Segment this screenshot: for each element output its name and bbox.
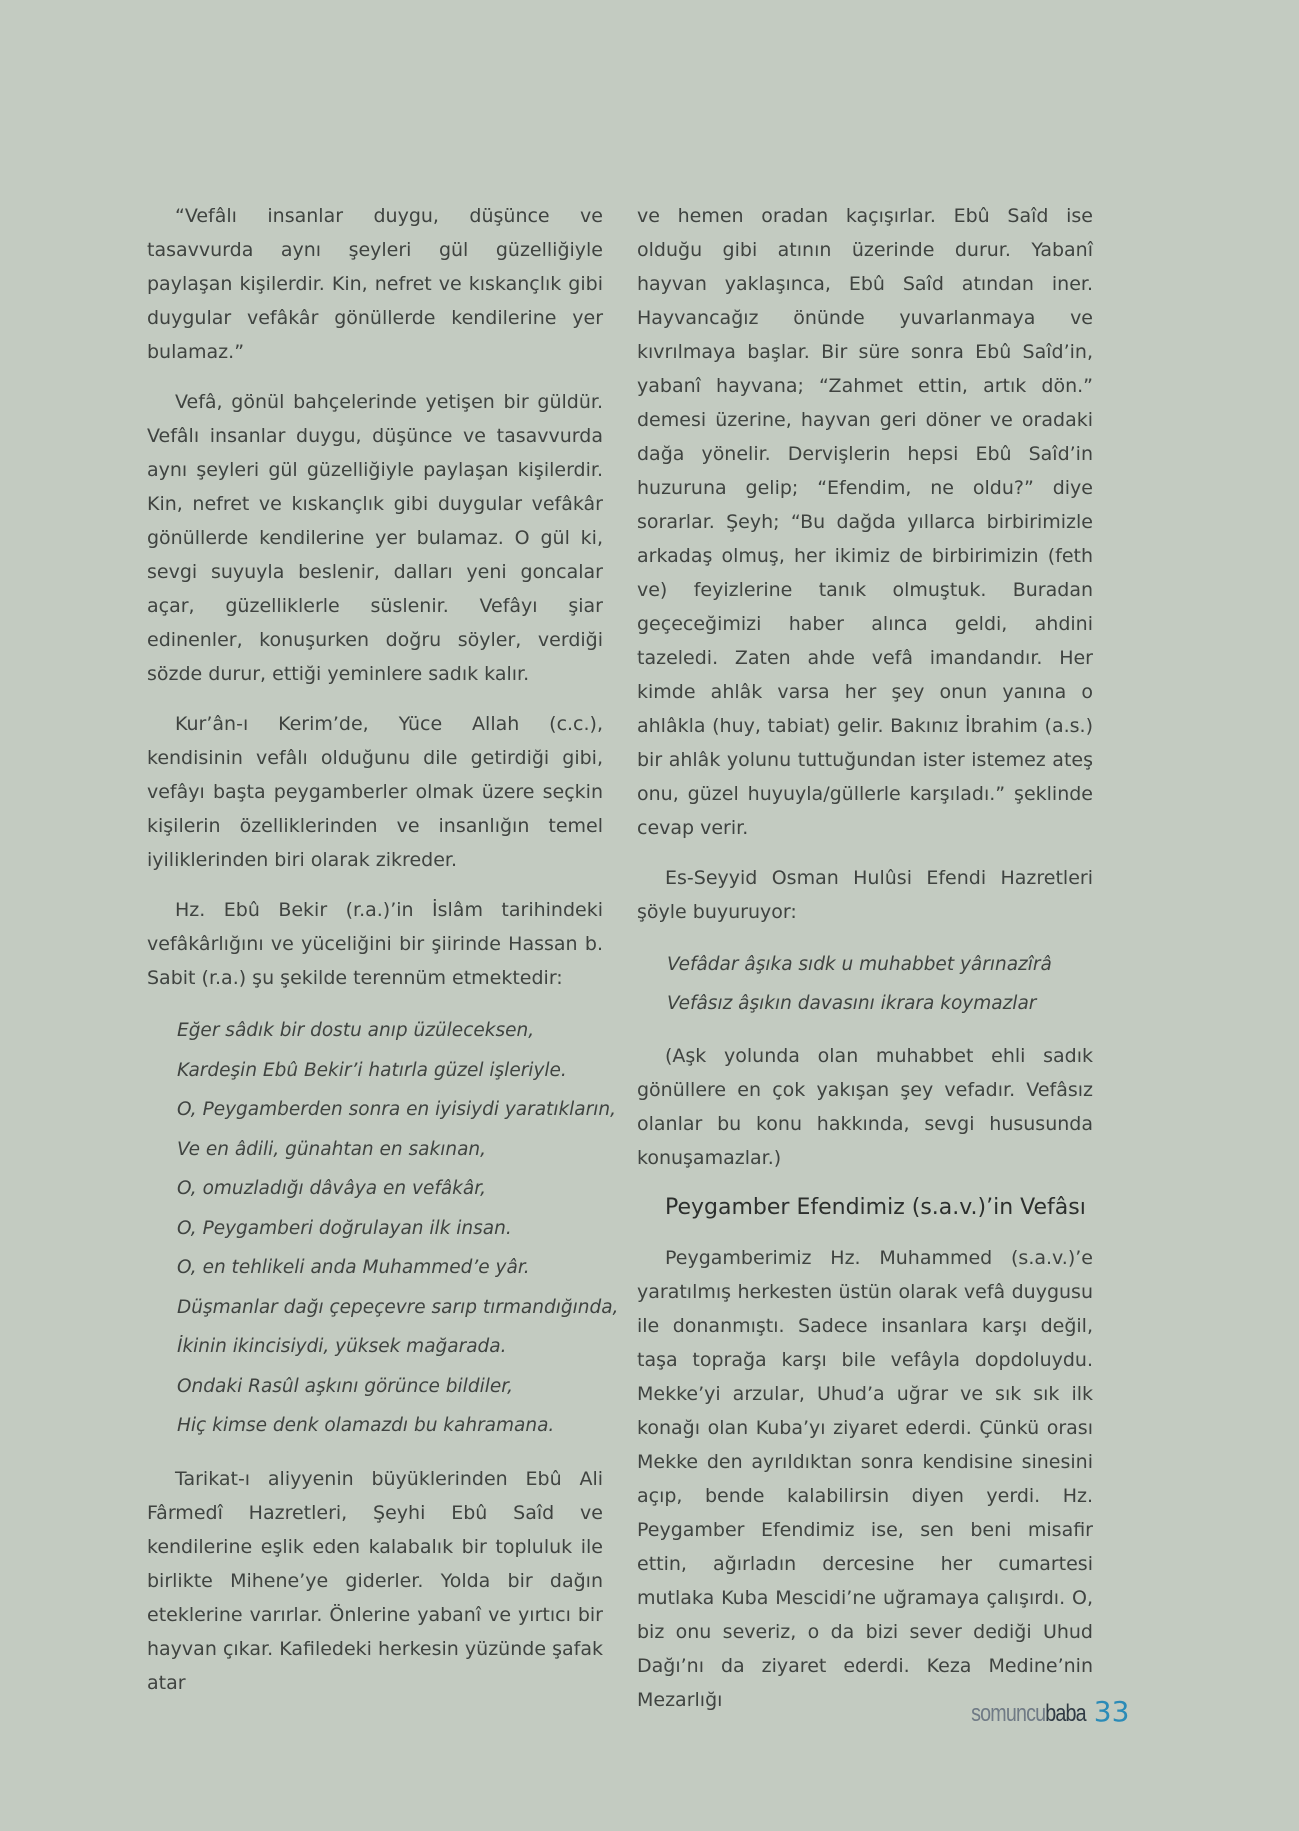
poem-line: İkinin ikincisiydi, yüksek mağarada. (177, 1336, 507, 1357)
poem (177, 1011, 619, 1446)
couplet-line: Vefâdar âşıka sıdk u muhabbet yârınazîrâ (667, 954, 1052, 975)
logo-text-part2: baba (1045, 1700, 1086, 1727)
poem-line: Hiç kimse denk olamazdı bu kahramana. (177, 1415, 555, 1436)
paragraph: Tarikat-ı aliyyenin büyüklerinden Ebû Ali Fârmedî Hazretleri, Şeyhi Ebû Saîd ve kendilerine eşlik eden kalabalık bir topluluk ile birlikte Mihene’ye giderler. Yolda bir dağın eteklerine varırlar. Önlerine yabanî ve yırtıcı bir hayvan çıkar. Kafiledeki herkesin yüzünde şafak atar (147, 1467, 603, 1694)
paragraph: Kur’ân-ı Kerim’de, Yüce Allah (c.c.), kendisinin vefâlı olduğunu dile getirdiği gibi, vefâyı başta peygamberler olmak üzere seçkin kişilerin özelliklerinden ve insanlığın temel iyiliklerinden biri olarak zikreder. (147, 713, 603, 871)
poem-line: Ondaki Rasûl aşkını görünce bildiler, (177, 1375, 514, 1397)
poem-line: O, omuzladığı dâvâya en vefâkâr, (177, 1178, 487, 1199)
poem-line: Düşmanlar dağı çepeçevre sarıp tırmandığında, (177, 1296, 619, 1318)
paragraph: Hz. Ebû Bekir (r.a.)’in İslâm tarihindeki vefâkârlığını ve yüceliğini bir şiirinde Hassan b. Sabit (r.a.) şu şekilde terennüm etmektedir: (147, 899, 603, 989)
poem-line: O, Peygamberden sonra en iyisiydi yaratıkların, (177, 1099, 616, 1120)
paragraph: Vefâ, gönül bahçelerinde yetişen bir güldür. Vefâlı insanlar duygu, düşünce ve tasavvurda aynı şeyleri gül güzelliğiyle paylaşan kişilerdir. Kin, nefret ve kıskançlık gibi duygular vefâkâr gönüllerde kendilerine yer bulamaz. O gül ki, sevgi suyuyla beslenir, dalları yeni goncalar açar, güzelliklerle süslenir. Vefâyı şiar edinenler, konuşurken doğru söyler, verdiği sözde durur, ettiği yeminlere sadık kalır. (147, 391, 603, 685)
paragraph: ve hemen oradan kaçışırlar. Ebû Saîd ise olduğu gibi atının üzerinde durur. Yabanî hayvan yaklaşınca, Ebû Saîd atından iner. Hayvancağız önünde yuvarlanmaya ve kıvrılmaya başlar. Bir süre sonra Ebû Saîd’in, yabanî hayvana; “Zahmet ettin, artık dön.” demesi üzerine, hayvan geri döner ve oradaki dağa yönelir. Dervişlerin hepsi Ebû Saîd’in huzuruna gelip; “Efendim, ne oldu?” diye sorarlar. Şeyh; “Bu dağda yıllarca birbirimizle arkadaş olmuş, her ikimiz de birbirimizin (feth ve) feyizlerine tanık olmuştuk. Buradan geçeceğimizi haber alınca geldi, ahdini tazeledi. Zaten ahde vefâ imandandır. Her kimde ahlâk varsa her şey onun yanına o ahlâkla (huy, tabiat) gelir. Bakınız İbrahim (a.s.) bir ahlâk yolunu tuttuğundan ister istemez ateş onu, güzel huyuyla/güllerle karşıladı.” şeklinde cevap verir. (637, 205, 1093, 839)
poem-line: Kardeşin Ebû Bekir’i hatırla güzel işleriyle. (177, 1059, 567, 1081)
poem-line: O, en tehlikeli anda Muhammed’e yâr. (177, 1257, 530, 1278)
couplet-line: Vefâsız âşıkın davasını ikrara koymazlar (667, 993, 1037, 1014)
poem-line: O, Peygamberi doğrulayan ilk insan. (177, 1217, 512, 1239)
page-number: 33 (1093, 1695, 1130, 1728)
couplet (667, 945, 1093, 1023)
right-column (637, 199, 1093, 1733)
paragraph: Peygamberimiz Hz. Muhammed (s.a.v.)’e yaratılmış herkesten üstün olarak vefâ duygusu ile donanmıştı. Sadece insanlara karşı değil, taşa toprağa karşı bile vefâyla dopdoluydu. Mekke’yi arzular, Uhud’a uğrar ve sık sık ilk konağı olan Kuba’yı ziyaret ederdi. Çünkü orası Mekke den ayrıldıktan sonra kendisine sinesini açıp, bende kalabilirsin diyen yerdi. Hz. Peygamber Efendimiz ise, sen beni misafir ettin, ağırladın dercesine her cumartesi mutlaka Kuba Mescidi’ne uğramaya çalışırdı. O, biz onu severiz, o da bizi sever dediği Uhud Dağı’nı da ziyaret ederdi. Keza Medine’nin Mezarlığı (637, 1247, 1093, 1711)
magazine-logo (971, 1700, 1086, 1728)
poem-line: Ve en âdili, günahtan en sakınan, (177, 1138, 487, 1160)
paragraph: “Vefâlı insanlar duygu, düşünce ve tasavvurda aynı şeyleri gül güzelliğiyle paylaşan kişilerdir. Kin, nefret ve kıskançlık gibi duygular vefâkâr gönüllerde kendilerine yer bulamaz.” (147, 205, 603, 363)
page-footer (946, 1695, 1129, 1728)
section-heading: Peygamber Efendimiz (s.a.v.)’in Vefâsı (665, 1195, 1086, 1220)
paragraph: (Aşk yolunda olan muhabbet ehli sadık gönüllere en çok yakışan şey vefadır. Vefâsız olanlar bu konu hakkında, sevgi hususunda konuşamazlar.) (637, 1045, 1093, 1169)
poem-line: Eğer sâdık bir dostu anıp üzüleceksen, (177, 1020, 535, 1041)
logo-text-part1: somuncu (971, 1700, 1046, 1727)
left-column (147, 199, 619, 1716)
paragraph: Es-Seyyid Osman Hulûsi Efendi Hazretleri şöyle buyuruyor: (637, 867, 1093, 923)
